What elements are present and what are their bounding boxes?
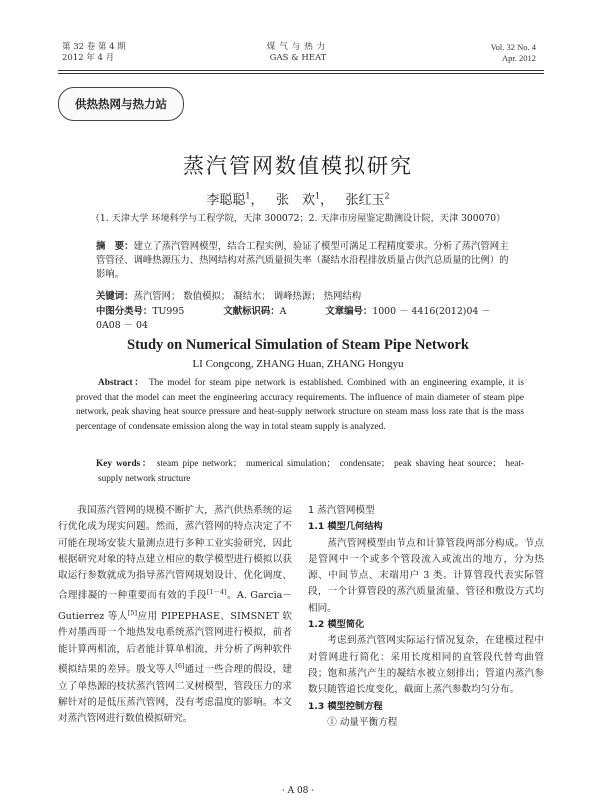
- keywords-cn-label: 关键词：: [96, 291, 134, 302]
- volume-issue-en: Vol. 32 No. 4: [490, 42, 536, 52]
- abstract-cn-label: 摘 要：: [96, 241, 134, 252]
- citation: [5]: [127, 608, 138, 617]
- keywords-en-text: steam pipe network； numerical simulation； condensate； peak shaving heat source； heat-supply network structure: [98, 459, 525, 484]
- intro-text: 我国蒸汽管网的规模不断扩大，蒸汽供热系统的运行优化成为现实问题。然而，蒸汽管网的特点决定了不可能在现场安装大量测点进行多种工业实验研究，因此根据研究对象的特点建立相应的数学模型进行模拟以获取运行参数就成为指导蒸汽管网规划设计、优化调度、合理排凝的一种重要而有效的手段: [58, 505, 292, 602]
- article-number-label: 文章编号：: [325, 306, 373, 317]
- intro-text: 应用 PIPEPHASE、SIMSNET 软件对墨西哥一个地热发电系统蒸汽管网进行模拟，前者能计算两相流，后者能计算单相流，并分析了两种软件模拟结果的差异。殷戈等人: [58, 611, 292, 676]
- author-name: 张 欢: [275, 193, 315, 208]
- journal-volume-info-en: [491, 42, 536, 64]
- journal-name-cn: 煤气与热力: [266, 42, 330, 52]
- abstract-en: [76, 376, 524, 434]
- doc-code-label: 文献标识码：: [223, 306, 280, 317]
- column-label-box: [58, 87, 184, 121]
- author-affil-mark: 1: [245, 191, 251, 201]
- clc-value: TU995: [152, 306, 185, 317]
- english-title: Study on Numerical Simulation of Steam Pipe Network: [127, 337, 469, 353]
- classification-line: [96, 305, 516, 333]
- keywords-en: [98, 457, 524, 486]
- column-label: 供热热网与热力站: [75, 97, 167, 111]
- section-heading: 1 蒸汽管网模型: [308, 505, 375, 516]
- list-item: ① 动量平衡方程: [327, 716, 398, 728]
- author-affil-mark: 1: [314, 191, 321, 201]
- abstract-en-label: Abstract：: [98, 378, 146, 388]
- affiliation: （1. 天津大学 环境科学与工程学院，天津 300072；2. 天津市房屋鉴定勘测设计院，天津 300070）: [90, 213, 506, 224]
- author-separator: ，: [250, 193, 264, 208]
- citation: [1－4]: [206, 588, 227, 597]
- doc-code-value: A: [279, 306, 287, 317]
- abstract-en-text: The model for steam pipe network is established. Combined with an engineering example, it is proved that the model can meet the engineering accuracy requirements. The influence of main diameter of steam pipe network, peak shaving heat source pressure and heat-supply network structure on steam mass loss rate that is the mass percentage of condensate emission along the way in total steam supply is analyzed.: [76, 378, 524, 432]
- publication-date-en: Apr. 2012: [502, 53, 536, 63]
- keywords-cn-text: 蒸汽管网； 数值模拟； 凝结水； 调峰热源； 热网结构: [133, 291, 362, 302]
- body-left-column: [58, 503, 292, 727]
- body-right-column: [308, 503, 544, 731]
- subsection-heading: 1.3 模型控制方程: [308, 700, 383, 712]
- header-rule-thin: [58, 73, 544, 74]
- author-affil-mark: 2: [384, 191, 390, 201]
- intro-text: 。A. Garcia－Gutierrez 等人: [58, 590, 292, 623]
- header-rule-thick: [58, 70, 544, 71]
- paragraph: 蒸汽管网模型由节点和计算管段两部分构成。节点是管网中一个或多个管段流入或流出的地方，分为热源、中间节点、末端用户 3 类。计算管段代表实际管段，一个计算管段的蒸汽质量流量、管径和敷设方式均相同。: [308, 537, 544, 614]
- intro-text: 通过一些合理的假设，建立了单热源的枝状蒸汽管网二叉树模型，管段压力的求解针对的是低压蒸汽管网，没有考虑温度的影响。本文对蒸汽管网进行数值模拟研究。: [58, 664, 293, 725]
- volume-issue: 第 32 卷 第 4 期: [62, 42, 126, 52]
- citation: [6]: [175, 662, 185, 671]
- clc-label: 中图分类号：: [96, 306, 153, 317]
- subsection-heading: 1.2 模型简化: [308, 619, 365, 631]
- author-list: [0, 189, 596, 208]
- publication-date: 2012 年 4 月: [62, 53, 115, 63]
- author-separator: ，: [320, 193, 334, 208]
- author-name: 张红玉: [345, 193, 385, 208]
- article-number-value: 1000 － 4416(2012)04 － 0A08 － 04: [96, 306, 491, 331]
- paper-title: 蒸汽管网数值模拟研究: [183, 154, 413, 178]
- abstract-cn: [96, 240, 516, 282]
- keywords-cn: [96, 290, 516, 304]
- journal-name-en: GAS & HEAT: [269, 53, 327, 63]
- keywords-en-label: Key words：: [96, 459, 153, 469]
- author-name: 李聪聪: [206, 193, 246, 208]
- page-number: · A 08 ·: [281, 786, 315, 796]
- abstract-cn-text: 建立了蒸汽管网模型，结合工程实例，验证了模型可满足工程精度要求。分析了蒸汽管网主管管径、调峰热源压力、热网结构对蒸汽质量损失率（凝结水沿程排放质量占供汽总质量的比例）的影响。: [96, 241, 509, 280]
- paragraph: 考虑到蒸汽管网实际运行情况复杂，在建模过程中对管网进行简化：采用长度相同的直管段代替弯曲管段；饱和蒸汽产生的凝结水被立刻排出；管道内蒸汽参数只随管道长度变化，截面上蒸汽参数均匀分布。: [308, 635, 544, 696]
- subsection-heading: 1.1 模型几何结构: [308, 521, 383, 533]
- english-authors: LI Congcong, ZHANG Huan, ZHANG Hongyu: [192, 358, 404, 370]
